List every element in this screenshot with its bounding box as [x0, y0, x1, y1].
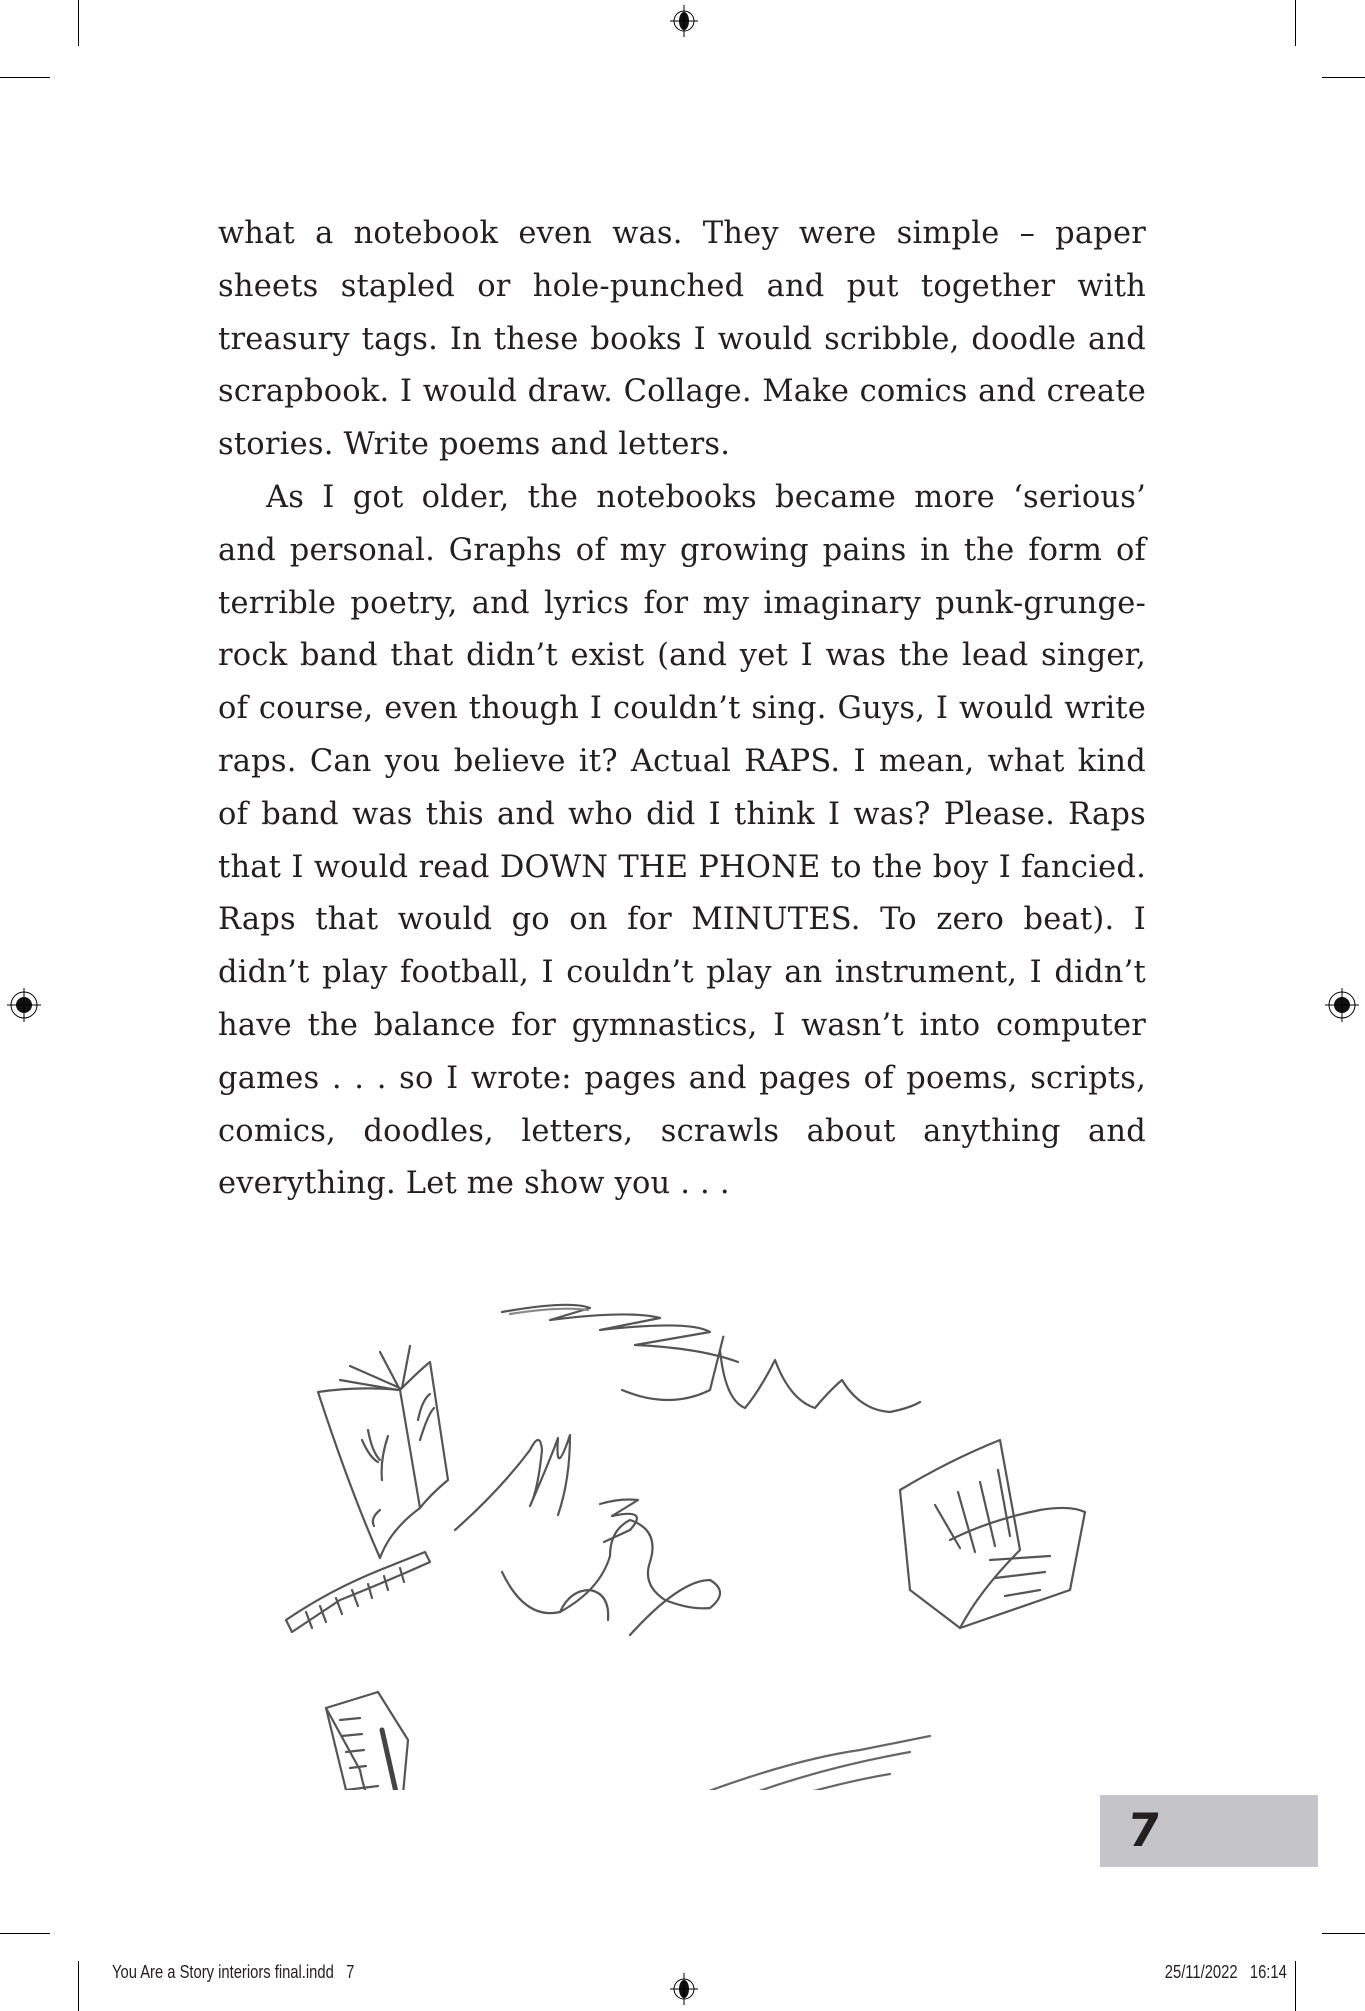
notebook-icon	[900, 1440, 1085, 1628]
registration-mark-icon	[1325, 988, 1359, 1022]
pencil-icon	[286, 1552, 430, 1632]
registration-mark-icon	[667, 1972, 701, 2006]
paragraph: As I got older, the notebooks became more ‘serious’ and personal. Graphs of my growing pains in the form of terrible poetry, and lyrics for my imaginary punk-grunge-rock band that didn’t exist (and yet I was the lead singer, of course, even though I couldn’t sing. Guys, I would write raps. Can you believe it? Actual RAPS. I mean, what kind of band was this and who did I think I was? Please. Raps that I would read DOWN THE PHONE to the boy I fancied. Raps that would go on for MINUTES. To zero beat). I didn’t play football, I couldn’t play an instrument, I didn’t have the balance for gymnastics, I wasn’t into computer games . . . so I wrote: pages and pages of poems, scripts, comics, doodles, letters, scrawls about anything and everything. Let me show you . . .	[218, 479, 1146, 1202]
registration-mark-icon	[7, 988, 41, 1022]
crop-mark-top-left-horizontal	[0, 77, 50, 78]
folded-leaflet-icon	[326, 1692, 408, 1790]
body-text	[218, 208, 1146, 1211]
crop-mark-bottom-right-horizontal	[1322, 1933, 1365, 1934]
notebook-doodles-illustration	[270, 1290, 1130, 1790]
crop-mark-top-right-vertical	[1295, 0, 1296, 46]
crop-mark-bottom-left-horizontal	[0, 1933, 50, 1934]
registration-mark-icon	[667, 4, 701, 38]
crop-mark-bottom-right-vertical	[1295, 1961, 1296, 2011]
crop-mark-top-right-horizontal	[1322, 77, 1365, 78]
hatch-scribble-icon	[690, 1736, 930, 1790]
paragraph: what a notebook even was. They were simple – paper sheets stapled or hole-punched and put together with treasury tags. In these books I would scribble, doodle and scrapbook. I would draw. Collage. Make comics and create stories. Write poems and letters.	[218, 216, 1146, 463]
slug-datetime: 25/11/2022 16:14	[1164, 1962, 1287, 1982]
slug-filename: You Are a Story interiors final.indd 7	[112, 1962, 355, 1982]
open-book-icon	[318, 1346, 448, 1558]
zigzag-scribble-icon	[455, 1435, 570, 1530]
crop-mark-top-left-vertical	[78, 0, 79, 46]
scribble-zigzag-icon	[502, 1305, 738, 1362]
crop-mark-bottom-left-vertical	[78, 1961, 79, 2011]
loop-scribble-icon	[502, 1520, 720, 1635]
page-number: 7	[1125, 1803, 1163, 1857]
